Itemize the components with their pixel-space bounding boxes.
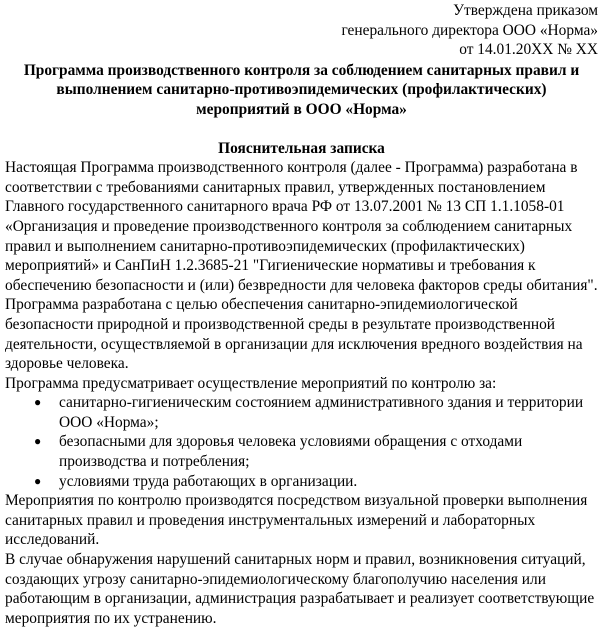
paragraph: Программа предусматривает осуществление мероприятий по контролю за: (5, 374, 497, 392)
paragraph: Мероприятия по контролю производятся посредством визуальной проверки выполнения санитарных правил и проведения инструментальных измерений и лабораторных исследований. (5, 492, 588, 549)
approval-block (5, 0, 598, 60)
section-heading: Пояснительная записка (218, 139, 385, 157)
approval-line: от 14.01.20XX № XX (459, 41, 598, 59)
document-title (5, 61, 598, 120)
list-item-text: условиями труда работающих в организации. (59, 472, 358, 490)
list-item (5, 472, 598, 492)
bullet-list (5, 393, 598, 491)
approval-line: генерального директора ООО «Норма» (341, 21, 598, 39)
bullet-icon: ● (34, 395, 42, 410)
paragraph: Программа разработана с целью обеспечения санитарно-эпидемиологической безопасности природной и производственной среды в результате производственной деятельности, осуществляемой в организации для исключения вредного воздействия на здоровье человека. (5, 296, 583, 373)
list-item (5, 432, 598, 471)
approval-line: Утверждена приказом (453, 2, 598, 19)
title-line: мероприятий в ООО «Норма» (196, 100, 407, 118)
bullet-icon: ● (34, 473, 42, 488)
title-line: выполнением санитарно-противоэпидемических (профилактических) (56, 81, 547, 99)
title-line: Программа производственного контроля за соблюдением санитарных правил и (23, 61, 580, 79)
paragraph: В случае обнаружения нарушений санитарных норм и правил, возникновения ситуаций, создающих угрозу санитарно-эпидемиологическому благополучию населения или работающим в организации, администрация разрабатывает и реализует соответствующие мероприятия по их устранению. (5, 551, 595, 627)
list-item-text: безопасными для здоровья человека условиями обращения с отходами производства и потребления; (59, 433, 523, 471)
list-item-text: санитарно-гигиеническим состоянием административного здания и территории ООО «Норма»; (59, 394, 584, 431)
list-item (5, 393, 598, 432)
paragraph: Настоящая Программа производственного контроля (далее - Программа) разработана в соответствии с требованиями санитарных правил, утвержденных постановлением Главного государственного санитарного врача РФ от 13.07.2001 № 13 СП 1.1.1058-01 «Организация и проведение производственного контроля за соблюдением санитарных правил и выполнением санитарно-противоэпидемических (профилактических) мероприятий» и СанПиН 1.2.3685-21 "Гигиенические нормативы и требования к обеспечению безопасности и (или) безвредности для человека факторов среды обитания". (5, 159, 598, 294)
bullet-icon: ● (34, 434, 42, 449)
